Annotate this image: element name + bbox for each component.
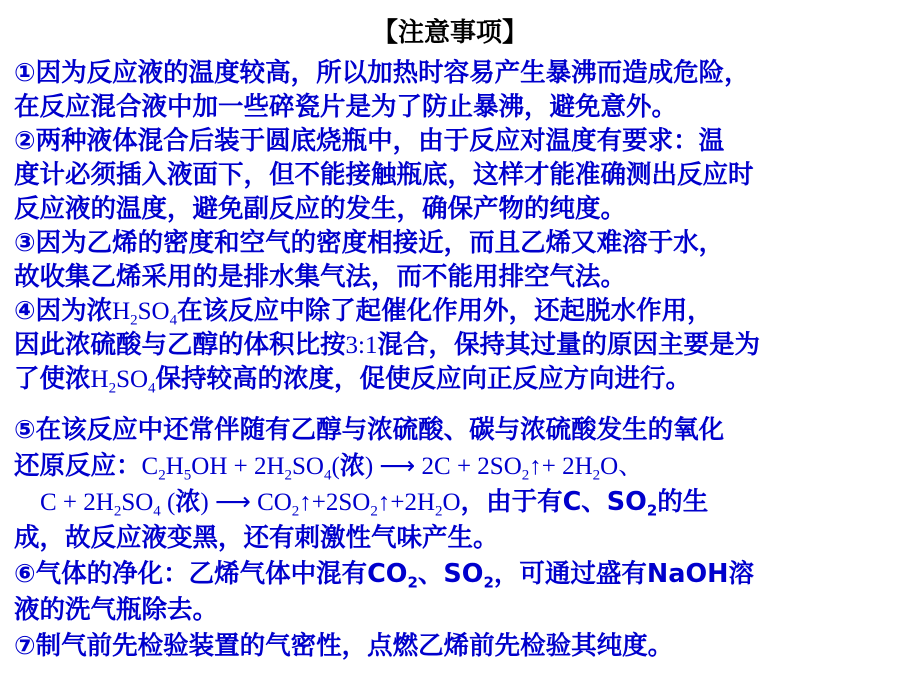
note-2-line-3: 反应液的温度，避免副反应的发生，确保产物的纯度。 xyxy=(14,194,627,224)
note-6-text: ，可通过盛有NaOH溶 xyxy=(493,559,754,589)
formula-h2so4: $H_2SO_4$ xyxy=(90,366,156,397)
note-6-text: ⑥气体的净化：乙烯气体中混有CO xyxy=(14,559,408,589)
note-6-line-1: ⑥气体的净化：乙烯气体中混有$CO_2$、$SO_2$，可通过盛有NaOH溶 xyxy=(14,559,754,592)
note-7-line-1: ⑦制气前先检验装置的气密性，点燃乙烯前先检验其纯度。 xyxy=(14,631,674,661)
equation-2: $C + 2H_2SO_4$ (浓) ⟶ $CO_2↑+2SO_2↑+2H_2O$ xyxy=(40,487,461,520)
note-4-text: ④因为浓 xyxy=(14,296,113,326)
note-6-line-2: 液的洗气瓶除去。 xyxy=(14,595,219,625)
note-5-text: 的生 xyxy=(657,487,709,517)
note-4-text: 了使浓 xyxy=(14,364,91,394)
note-6-text: 、SO xyxy=(417,559,484,589)
equation-1: $C_2H_5OH + 2H_2SO_4$(浓) ⟶ $2C + 2SO_2↑+ 2H_2O$、 xyxy=(141,451,644,484)
note-3-line-2: 故收集乙烯采用的是排水集气法，而不能用排空气法。 xyxy=(14,262,627,292)
note-5-line-2 xyxy=(14,450,643,483)
note-4-text: 因此浓硫酸与乙醇的体积比按 xyxy=(14,330,346,360)
formula-h2so4: $H_2SO_4$ xyxy=(112,298,178,329)
note-2-line-1: ②两种液体混合后装于圆底烧瓶中，由于反应对温度有要求：温 xyxy=(14,126,725,156)
note-3-line-1: ③因为乙烯的密度和空气的密度相接近，而且乙烯又难溶于水， xyxy=(14,228,725,258)
note-4-text: 混合，保持其过量的原因主要是为 xyxy=(377,330,760,360)
note-5-line-4: 成，故反应液变黑，还有刺激性气味产生。 xyxy=(14,523,499,553)
note-1-line-1: ①因为反应液的温度较高，所以加热时容易产生暴沸而造成危险， xyxy=(14,58,750,88)
note-4-line-2 xyxy=(14,329,760,362)
note-4-text: 保持较高的浓度，促使反应向正反应方向进行。 xyxy=(155,364,692,394)
note-2-line-2: 度计必须插入液面下，但不能接触瓶底，这样才能准确测出反应时 xyxy=(14,160,754,190)
note-5-line-1: ⑤在该反应中还常伴随有乙醇与浓硫酸、碳与浓硫酸发生的氧化 xyxy=(14,415,725,445)
note-5-text: 还原反应： xyxy=(14,451,142,481)
note-5-line-3: $C + 2H_2SO_4$ (浓) ⟶ $CO_2↑+2SO_2↑+2H_2O$，由于有C、$SO_2$的生 xyxy=(40,487,709,520)
page-title: 【注意事项】 xyxy=(371,18,528,48)
note-1-line-2: 在反应混合液中加一些碎瓷片是为了防止暴沸，避免意外。 xyxy=(14,92,678,122)
volume-ratio: 3:1 xyxy=(345,332,378,359)
note-4-line-3 xyxy=(14,363,691,396)
note-4-line-1 xyxy=(14,295,713,328)
note-4-text: 在该反应中除了起催化作用外，还起脱水作用， xyxy=(177,296,713,326)
note-5-text: ，由于有C、SO xyxy=(460,487,647,517)
